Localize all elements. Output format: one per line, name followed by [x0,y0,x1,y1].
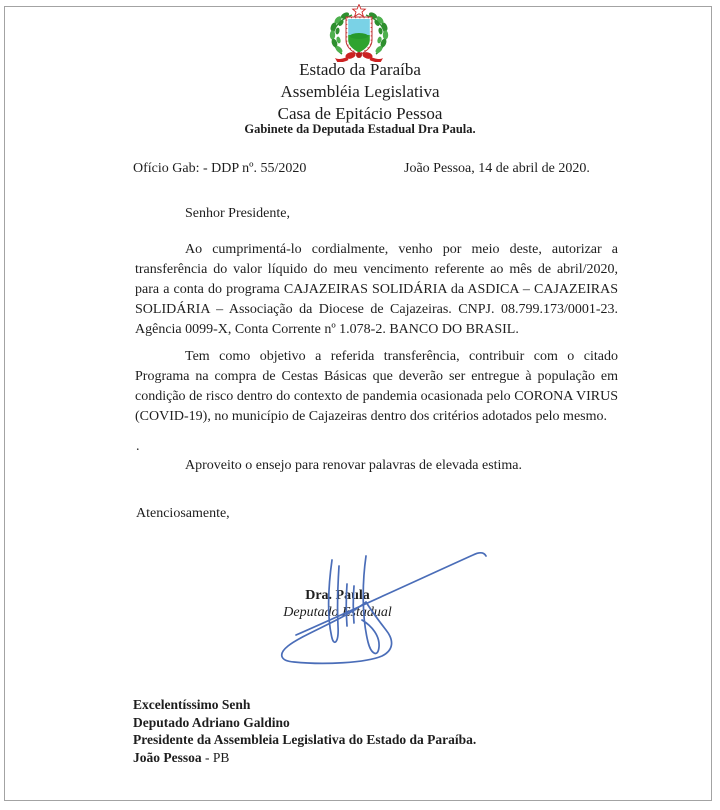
stray-period-mark: . [136,439,140,454]
place-and-date: João Pessoa, 14 de abril de 2020. [404,161,590,176]
office-reference-number: Ofício Gab: - DDP nº. 55/2020 [133,161,307,176]
crest-shield [346,17,372,55]
recipient-name: Deputado Adriano Galdino [133,714,290,730]
closing-sentence: Aproveito o ensejo para renovar palavras de elevada estima. [185,458,523,473]
salutation: Senhor Presidente, [185,206,290,221]
signer-title: Deputado Estadual [283,605,392,620]
recipient-state: - PB [201,749,230,765]
valediction: Atenciosamente, [136,506,230,521]
recipient-title: Presidente da Assembleia Legislativa do Estado da Paraíba. [133,732,477,747]
recipient-honorific: Excelentíssimo Senh [133,697,251,712]
letterhead-house-name: Casa de Epitácio Pessoa [277,104,443,123]
body-paragraph-2: Tem como objetivo a referida transferência, contribuir com o citado Programa na compra de Cestas Básicas que deverão ser entregue à população em condição de risco dentro do contexto de pandemia ocasionada pelo CORONA VIRUS (COVID-19), no município de Cajazeiras dentro dos critérios adotados pelo mesmo. [135,349,618,424]
signature-ink-strokes [282,553,486,663]
recipient-city: João Pessoa [133,749,202,765]
paraiba-state-crest-icon [320,4,398,62]
handwritten-signature-icon [268,540,512,678]
letterhead-state-name: Estado da Paraíba [299,60,421,79]
recipient-city-line [133,749,476,767]
letterhead-assembly-name: Assembléia Legislativa [280,82,440,101]
crest-star [353,5,366,17]
letterhead-cabinet-line: Gabinete da Deputada Estadual Dra Paula. [244,122,476,136]
signer-name: Dra. Paula [305,588,370,603]
recipient-block [133,696,476,766]
body-paragraph-1: Ao cumprimentá-lo cordialmente, venho por meio deste, autorizar a transferência do valor líquido do meu vencimento referente ao mês de abril/2020, para a conta do programa CAJAZEIRAS SOLIDÁRIA da ASDICA – CAJAZEIRAS SOLIDÁRIA – Associação da Diocese de Cajazeiras. CNPJ. 08.799.173/0001-23. Agência 0099-X, Conta Corrente nº 1.078-2. BANCO DO BRASIL. [135,242,618,337]
